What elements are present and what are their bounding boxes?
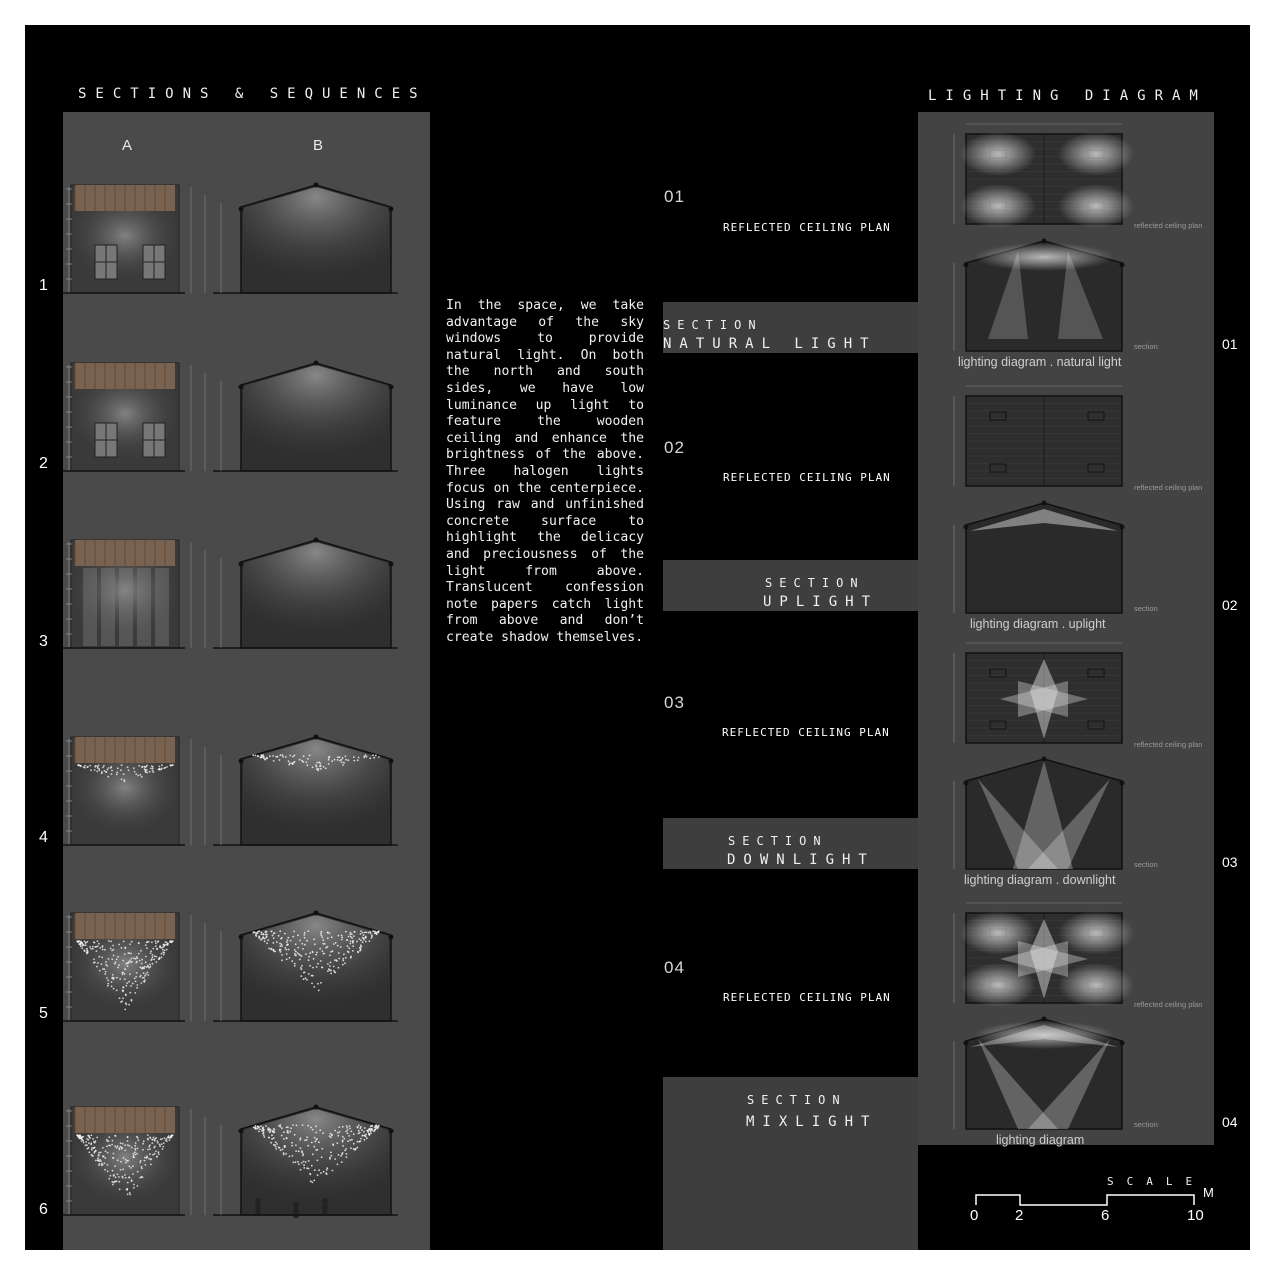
left-title: SECTIONS & SEQUENCES — [78, 86, 427, 102]
lighting-section — [954, 501, 1158, 614]
rcp-label-03: REFLECTED CEILING PLAN — [722, 726, 890, 739]
lighting-section — [954, 1017, 1158, 1130]
reflected-ceiling-plan — [954, 386, 1202, 492]
section-label: section — [1134, 604, 1158, 613]
sequence-number-01: 01 — [664, 187, 685, 206]
right-title: LIGHTING DIAGRAM — [928, 88, 1207, 104]
lighting-section — [954, 239, 1158, 352]
scale-tick-0: 0 — [970, 1207, 979, 1224]
section-a-elevation — [63, 913, 205, 1021]
diagram-caption-2: lighting diagram . uplight — [970, 617, 1106, 631]
scale-tick-2: 2 — [1015, 1207, 1024, 1224]
section-label-04: SECTION — [747, 1093, 847, 1107]
scale-bar — [970, 1175, 1220, 1235]
section-label-03: SECTION — [728, 834, 828, 848]
section-name-04: MIXLIGHT — [746, 1114, 878, 1130]
sequence-row-5 — [63, 903, 430, 1023]
section-bar-01 — [663, 302, 918, 353]
diagram-caption-1: lighting diagram . natural light — [958, 355, 1122, 369]
scale-tick-6: 6 — [1101, 1207, 1110, 1224]
sections-panel — [63, 112, 430, 1250]
plan-label: reflected ceiling plan — [1134, 1000, 1203, 1009]
section-bar-03 — [663, 818, 918, 869]
row-number-2: 2 — [39, 455, 48, 472]
section-bar-04 — [663, 1077, 918, 1250]
lighting-drawings — [918, 112, 1214, 372]
sequence-number-04: 04 — [664, 958, 685, 977]
plan-label: reflected ceiling plan — [1134, 221, 1203, 230]
section-drawings — [63, 353, 430, 478]
section-name-03: DOWNLIGHT — [727, 852, 875, 868]
side-number-04: 04 — [1222, 1114, 1238, 1130]
reflected-ceiling-plan — [954, 643, 1202, 749]
reflected-ceiling-plan — [954, 903, 1202, 1009]
row-number-1: 1 — [39, 277, 48, 294]
column-label-a: A — [122, 137, 133, 154]
sequence-row-3 — [63, 530, 430, 650]
lighting-diagram-2 — [918, 374, 1214, 634]
diagram-caption-3: lighting diagram . downlight — [964, 873, 1116, 887]
lighting-diagram-3 — [918, 631, 1214, 891]
row-number-4: 4 — [39, 829, 48, 846]
section-drawings — [63, 903, 430, 1028]
sequence-number-03: 03 — [664, 693, 685, 712]
section-name-02: UPLIGHT — [763, 594, 879, 610]
section-drawings — [63, 727, 430, 852]
lighting-drawings — [918, 374, 1214, 634]
sequence-row-4 — [63, 727, 430, 847]
section-b-gable — [213, 735, 398, 846]
section-label: section — [1134, 860, 1158, 869]
column-label-b: B — [313, 137, 324, 154]
design-description: In the space, we take advantage of the sky windows to provide natural light. On both the north and south sides, we have low luminance up light to feature the wooden ceiling and enhance the brightness of the above. Three halogen lights focus on the centerpiece. Using raw and unfinished concrete surface to highlight the delicacy and preciousness of the light from above. Translucent confession note papers catch light from above and don’t create shadow themselves. — [446, 298, 644, 645]
section-a-elevation — [63, 1107, 205, 1215]
lighting-section — [954, 757, 1158, 870]
presentation-board — [25, 25, 1250, 1250]
section-label: section — [1134, 342, 1158, 351]
section-b-gable — [213, 361, 398, 472]
sequence-number-02: 02 — [664, 438, 685, 457]
row-number-5: 5 — [39, 1005, 48, 1022]
section-bar-02 — [663, 560, 918, 611]
sequence-row-6 — [63, 1097, 430, 1217]
lighting-drawings — [918, 891, 1214, 1151]
row-number-6: 6 — [39, 1201, 48, 1218]
reflected-ceiling-plan — [954, 124, 1202, 230]
row-number-3: 3 — [39, 633, 48, 650]
section-drawings — [63, 175, 430, 300]
side-number-03: 03 — [1222, 854, 1238, 870]
scale-label: SCALE — [1107, 1175, 1206, 1188]
section-b-gable — [213, 538, 398, 649]
scale-bar-graphic — [970, 1175, 1220, 1235]
diagram-caption-4: lighting diagram — [996, 1133, 1085, 1147]
section-a-elevation — [63, 363, 205, 471]
section-drawings — [63, 1097, 430, 1222]
plan-label: reflected ceiling plan — [1134, 740, 1203, 749]
scale-unit: M — [1203, 1185, 1214, 1200]
section-b-gable — [213, 1105, 398, 1219]
section-label-01: SECTION — [663, 318, 763, 332]
sequence-row-1 — [63, 175, 430, 295]
section-a-elevation — [63, 185, 205, 293]
sequence-row-2 — [63, 353, 430, 473]
section-label-02: SECTION — [765, 576, 865, 590]
section-drawings — [63, 530, 430, 655]
rcp-label-01: REFLECTED CEILING PLAN — [723, 221, 891, 234]
lighting-diagram-1 — [918, 112, 1214, 372]
lighting-diagram-panel — [918, 112, 1214, 1145]
rcp-label-02: REFLECTED CEILING PLAN — [723, 471, 891, 484]
section-name-01: NATURAL LIGHT — [663, 336, 877, 352]
side-number-01: 01 — [1222, 336, 1238, 352]
scale-tick-10: 10 — [1187, 1207, 1204, 1224]
plan-label: reflected ceiling plan — [1134, 483, 1203, 492]
section-a-elevation — [63, 737, 205, 845]
section-b-gable — [213, 911, 398, 1022]
section-a-elevation — [63, 540, 205, 648]
lighting-drawings — [918, 631, 1214, 891]
section-b-gable — [213, 183, 398, 294]
rcp-label-04: REFLECTED CEILING PLAN — [723, 991, 891, 1004]
side-number-02: 02 — [1222, 597, 1238, 613]
section-label: section — [1134, 1120, 1158, 1129]
lighting-diagram-4 — [918, 891, 1214, 1151]
